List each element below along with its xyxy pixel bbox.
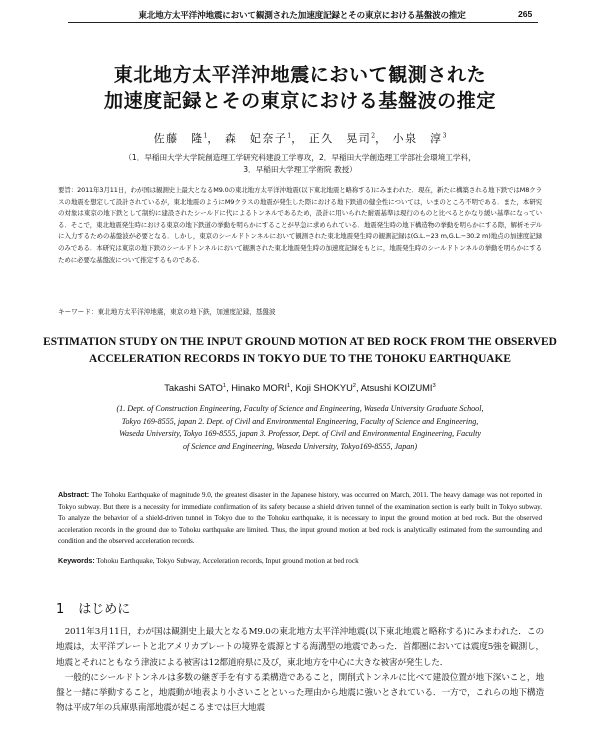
japanese-affiliations [50, 152, 550, 176]
japanese-abstract-label: 要旨： [58, 186, 78, 194]
running-header: 東北地方太平洋沖地震において観測された加速度記録とその東京における基盤波の推定 [138, 11, 466, 21]
english-abstract-text: The Tohoku Earthquake of magnitude 9.0, the greatest disaster in the Japanese history, was occurred on March, 2011. The heavy damage was not reported in Tokyo subway. But there is a necessity for immediate confirmation of its safety because a shield driven tunnel of the examination section is early built in Tokyo subway. To analyze the behavior of a shield-driven tunnel in Tokyo due to the Tohoku earthquake, it is necessary to input the ground motion at bed rock. But the observed acceleration records in the ground due to Tohoku earthquake are limited. Thus, the input ground motion at bed rock is analytically estimated from the surrounding and condition and the observed acceleration records. [58, 491, 542, 546]
english-keywords-label: Keywords: [58, 556, 95, 565]
english-abstract-label: Abstract: [58, 490, 90, 499]
japanese-title-line-1: 東北地方太平洋沖地震において観測された [113, 64, 487, 86]
affiliation-mark: 2 [371, 132, 376, 140]
japanese-affiliation-line: 3．早稲田大学理工学術院 教授） [243, 165, 357, 174]
english-title-line-2: ACCELERATION RECORDS IN TOKYO DUE TO THE TOHOKU EARTHQUAKE [89, 353, 511, 365]
english-affiliation-line: Waseda University, Tokyo 169-8555, japan 3. Professor, Dept. of Civil and Environmental Engineering, Faculty [119, 429, 481, 439]
english-author-name: Takashi SATO [164, 383, 223, 394]
header-rule [68, 22, 538, 23]
japanese-keywords-label: キーワード： [58, 308, 98, 316]
english-title [28, 334, 572, 368]
japanese-author-name: 正久 晃司 [308, 132, 372, 145]
english-affiliation-line: (1. Dept. of Construction Engineering, Faculty of Science and Engineering, Waseda University Graduate School, [116, 404, 484, 413]
japanese-keywords-text: 東北地方太平洋沖地震，東京の地下鉄，加速度記録，基盤波 [97, 308, 276, 316]
affiliation-mark: 1 [222, 383, 227, 389]
japanese-keywords [58, 307, 542, 317]
japanese-author-name: 小泉 淳 [392, 132, 443, 145]
english-keywords-text: Tohoku Earthquake, Tokyo Subway, Acceleration records, Input ground motion at bed rock [96, 557, 359, 565]
japanese-title-line-2: 加速度記録とその東京における基盤波の推定 [103, 90, 496, 112]
affiliation-mark: 2 [352, 383, 357, 389]
page-number: 265 [518, 9, 533, 19]
japanese-author-name: 佐藤 隆 [153, 132, 204, 145]
japanese-affiliation-line: （1．早稲田大学大学院創造理工学研究科建設工学専攻，2．早稲田大学創造理工学部社会環境工学科， [124, 153, 476, 162]
body-text [56, 625, 544, 717]
english-affiliations [46, 403, 554, 453]
english-abstract [58, 489, 542, 548]
affiliation-mark: 3 [432, 383, 436, 389]
japanese-abstract-text: 2011年3月11日，わが国は観測史上最大となるM9.0の東北地方太平洋沖地震(以下東北地震と略称する)にみまわれた．現在，新たに構築される地下鉄ではM8クラスの地震を想定して設計されているが，東北地震のようにM9クラスの地震が発生した際における地下鉄道の健全性については，いまのところ不明である．また，本研究の対象は東京の地下鉄として制約に建設されたシールドに代によるトンネルであるため，設計に用いられた耐震基準は現行のものと比べるとかなり緩い基準になっている．そこで，東北地震発生時における東京の地下鉄道の挙動を明らかにすることが早急に求められている．地震発生時の地下構造物の挙動を明らかにする際，解析モデルに入力するための基盤波が必要となる．しかし，東京のシールドトンネルにおいて観測された東北地震発生時の観測記録は(G.L.−23 m,G.L.−30.2 m)地点の加速度記録のみである．本研究は東京の地下鉄のシールドトンネルにおいて観測された東北地震発生時の加速度記録をもとに，地震発生時のシールドトンネルの挙動を明らかにするために必要な基盤波について推定するものである． [58, 186, 542, 264]
affiliation-mark: 1 [287, 383, 291, 389]
affiliation-mark: 3 [442, 132, 447, 140]
english-affiliation-line: Tokyo 169-8555, japan 2. Dept. of Civil and Environmental Engineering, Faculty of Science and Engineering, [121, 416, 479, 426]
affiliation-mark: 1 [203, 132, 208, 140]
english-affiliation-line: of Science and Engineering, Waseda University, Tokyo169-8555, Japan) [182, 441, 418, 451]
section-heading [56, 598, 130, 617]
affiliation-mark: 1 [287, 132, 292, 140]
japanese-title [40, 62, 560, 114]
body-paragraph: 一般的にシールドトンネルは多数の継ぎ手を有する柔構造であること，開削式トンネルに比べて建設位置が地下深いこと，地盤と一緒に挙動すること，地震動が地表より小さいことといった理由から地震に強いとされている．一方で，これらの地下構造物は平成7年の兵庫県南部地震が起こるまでは巨大地震 [56, 672, 544, 714]
japanese-authors: 佐藤 隆$^1$， 森 妃奈子$^1$， 正久 晃司$^2$， 小泉 淳$^3$ [153, 132, 447, 145]
english-author-name: Atsushi KOIZUMI [360, 383, 433, 394]
section-title: はじめに [78, 602, 131, 617]
japanese-author-name: 森 妃奈子 [224, 132, 288, 145]
body-paragraph: 2011年3月11日，わが国は観測史上最大となるM9.0の東北地方太平洋沖地震(以下東北地震と略称する)にみまわれた．この地震は，太平洋プレートと北アメリカプレートの境界を震源とする海溝型の地震であった．首都圏においては震度5強を観測し，地震とそれにともなう津波による被害は12都道府県に及び，東北地方を中心に大きな被害が発生した． [56, 627, 544, 668]
english-author-name: Koji SHOKYU [295, 383, 353, 394]
english-title-line-1: ESTIMATION STUDY ON THE INPUT GROUND MOTION AT BED ROCK FROM THE OBSERVED [43, 336, 557, 348]
section-number: 1 [56, 602, 65, 617]
english-keywords [58, 556, 542, 565]
english-authors: Takashi SATO$^1$, Hinako MORI$^1$, Koji SHOKYU$^2$, Atsushi KOIZUMI$^3$ [164, 383, 436, 394]
japanese-abstract [58, 185, 542, 266]
english-author-name: Hinako MORI [231, 383, 288, 394]
